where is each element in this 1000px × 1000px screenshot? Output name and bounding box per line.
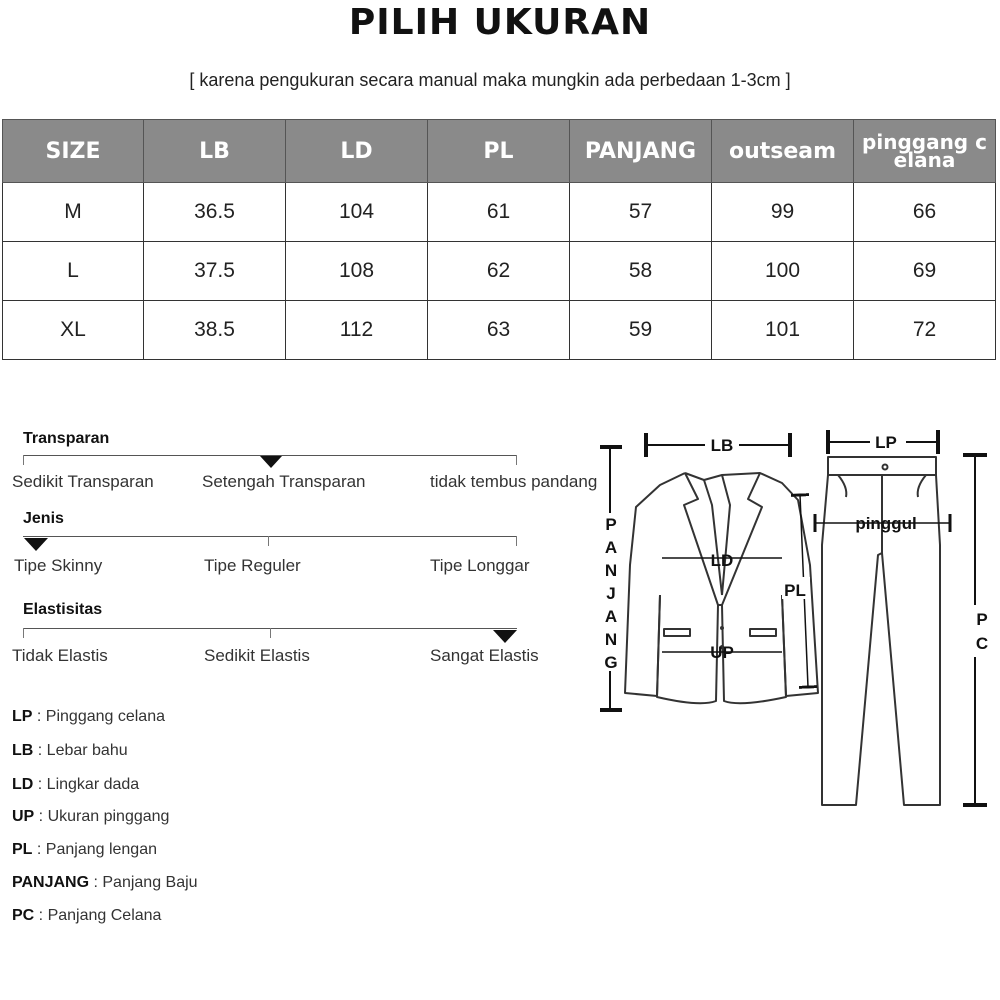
legend-item-panjang	[12, 874, 198, 892]
legend-desc: : Panjang Baju	[89, 874, 198, 891]
lp-label: LP	[875, 433, 897, 452]
table-cell: 66	[854, 183, 996, 242]
table-cell: 37.5	[144, 242, 286, 301]
table-cell: 36.5	[144, 183, 286, 242]
table-cell: 61	[428, 183, 570, 242]
panjang-letter: N	[604, 561, 618, 580]
legend-item-pl	[12, 841, 157, 859]
table-cell: 72	[854, 301, 996, 360]
panjang-letter: P	[605, 515, 617, 534]
pc-letter: P	[976, 610, 988, 629]
scale-label: Tipe Longgar	[430, 556, 530, 575]
legend-abbr: PC	[12, 907, 35, 924]
scale-label: Sangat Elastis	[430, 646, 539, 665]
legend-abbr: LB	[12, 742, 34, 759]
header-panjang: PANJANG	[570, 120, 712, 183]
table-cell: 104	[286, 183, 428, 242]
scale-marker-jenis-icon	[24, 538, 48, 551]
legend-abbr: PANJANG	[12, 874, 90, 891]
size-table-header-row	[3, 120, 996, 183]
header-outseam: outseam	[712, 120, 854, 183]
scale-title-transparan: Transparan	[23, 430, 110, 447]
legend-desc: : Lingkar dada	[33, 776, 140, 793]
legend-desc: : Pinggang celana	[32, 708, 165, 725]
table-cell: 112	[286, 301, 428, 360]
table-cell: 62	[428, 242, 570, 301]
legend-desc: : Ukuran pinggang	[34, 808, 170, 825]
table-cell: L	[3, 242, 144, 301]
legend-item-ld	[12, 776, 139, 794]
scale-tick	[23, 628, 24, 638]
scale-tick	[516, 536, 517, 546]
scale-marker-transparan-icon	[260, 456, 282, 468]
scale-marker-elastisitas-icon	[493, 630, 517, 643]
table-cell: 69	[854, 242, 996, 301]
table-cell: 59	[570, 301, 712, 360]
scale-line-jenis	[23, 536, 517, 537]
legend-desc: : Lebar bahu	[33, 742, 128, 759]
measurement-note: [ karena pengukuran secara manual maka mungkin ada perbedaan 1-3cm ]	[189, 70, 791, 90]
pants-outline-icon	[822, 457, 940, 805]
header-size: SIZE	[3, 120, 144, 183]
scale-label: Sedikit Transparan	[12, 472, 154, 491]
pl-label: PL	[784, 581, 806, 600]
table-cell: 108	[286, 242, 428, 301]
header-pinggang-celana: pinggang c elana	[854, 120, 996, 183]
table-cell: 101	[712, 301, 854, 360]
panjang-letter: A	[604, 607, 618, 626]
table-row	[3, 242, 996, 301]
table-cell: XL	[3, 301, 144, 360]
scale-label: Tidak Elastis	[12, 646, 108, 665]
panjang-letter: G	[604, 653, 618, 672]
scale-tick	[516, 455, 517, 465]
ld-label: LD	[710, 551, 734, 570]
measurement-diagram	[600, 425, 995, 825]
size-table	[2, 119, 996, 360]
table-cell: 99	[712, 183, 854, 242]
pinggul-label: pinggul	[855, 514, 917, 533]
legend-item-lp	[12, 708, 165, 726]
up-label: UP	[710, 643, 734, 662]
header-ld: LD	[286, 120, 428, 183]
scale-tick	[270, 628, 271, 638]
panjang-letter: N	[604, 630, 618, 649]
table-cell: 63	[428, 301, 570, 360]
scale-tick	[268, 536, 269, 546]
table-cell: 57	[570, 183, 712, 242]
table-cell: 58	[570, 242, 712, 301]
legend-abbr: UP	[12, 808, 35, 825]
scale-label: Setengah Transparan	[202, 472, 366, 491]
table-cell: 100	[712, 242, 854, 301]
table-row	[3, 183, 996, 242]
scale-title-jenis: Jenis	[23, 510, 64, 527]
panjang-letter: A	[604, 538, 618, 557]
page-title: PILIH UKURAN	[348, 2, 652, 43]
panjang-letter: J	[606, 584, 616, 603]
legend-abbr: PL	[12, 841, 33, 858]
legend-abbr: LD	[12, 776, 34, 793]
lb-label: LB	[710, 436, 734, 455]
legend-desc: : Panjang lengan	[32, 841, 157, 858]
legend-item-lb	[12, 742, 128, 760]
legend-item-pc	[12, 907, 161, 925]
header-pl: PL	[428, 120, 570, 183]
pc-letter: C	[975, 634, 989, 653]
legend-item-up	[12, 808, 169, 826]
table-cell: 38.5	[144, 301, 286, 360]
table-cell: M	[3, 183, 144, 242]
scale-label: Tipe Reguler	[204, 556, 301, 575]
scale-title-elastisitas: Elastisitas	[23, 601, 103, 618]
button-icon	[720, 626, 724, 630]
legend-desc: : Panjang Celana	[34, 907, 162, 924]
scale-label: Tipe Skinny	[14, 556, 103, 575]
table-row	[3, 301, 996, 360]
scale-tick	[23, 455, 24, 465]
header-lb: LB	[144, 120, 286, 183]
legend-abbr: LP	[12, 708, 33, 725]
scale-label: tidak tembus pandang	[430, 472, 598, 491]
scale-label: Sedikit Elastis	[204, 646, 310, 665]
